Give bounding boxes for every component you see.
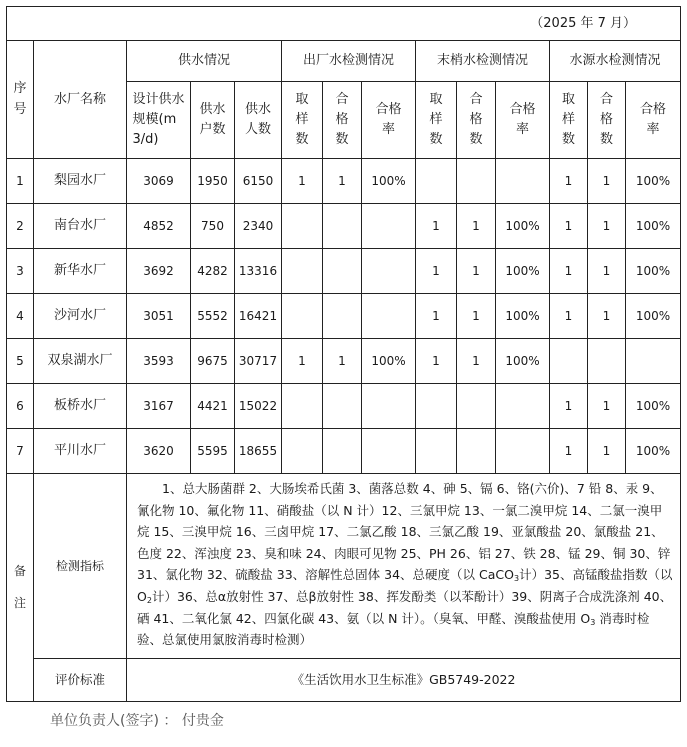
cell-population: 2340	[235, 204, 282, 249]
cell-households: 5552	[191, 294, 235, 339]
cell-end-samples: 1	[416, 294, 457, 339]
cell-plant-name: 沙河水厂	[34, 294, 127, 339]
cell-population: 13316	[235, 249, 282, 294]
cell-end-qualified	[457, 429, 496, 474]
cell-end-samples	[416, 384, 457, 429]
cell-source-samples: 1	[550, 249, 588, 294]
eval-standard: 《生活饮用水卫生标准》GB5749-2022	[127, 659, 681, 702]
cell-plant-samples	[282, 429, 323, 474]
cell-end-qualified: 1	[457, 294, 496, 339]
cell-plant-rate	[362, 384, 416, 429]
header-end-water-group: 末梢水检测情况	[416, 41, 550, 82]
cell-plant-qualified	[323, 249, 362, 294]
cell-source-rate: 100%	[626, 384, 681, 429]
cell-design-scale: 4852	[127, 204, 191, 249]
cell-source-qualified: 1	[588, 384, 626, 429]
indicator-subscript: 2	[146, 595, 152, 605]
table-row	[7, 384, 681, 429]
cell-end-rate: 100%	[496, 249, 550, 294]
cell-source-samples	[550, 339, 588, 384]
cell-end-samples: 1	[416, 249, 457, 294]
cell-seq: 6	[7, 384, 34, 429]
cell-source-qualified	[588, 339, 626, 384]
table-row	[7, 249, 681, 294]
signature-line: 单位负责人(签字) ： 付贵金	[50, 713, 224, 729]
cell-end-rate	[496, 429, 550, 474]
cell-end-qualified: 1	[457, 249, 496, 294]
table-row	[7, 294, 681, 339]
cell-plant-samples	[282, 294, 323, 339]
cell-seq: 3	[7, 249, 34, 294]
cell-source-samples: 1	[550, 429, 588, 474]
cell-design-scale: 3620	[127, 429, 191, 474]
cell-population: 16421	[235, 294, 282, 339]
indicator-text-part: 1、总大肠菌群 2、大肠埃希氏菌 3、菌落总数 4、砷 5、镉 6、铬(六价)、7 铅 8、汞 9、氰化物 10、氟化物 11、硝酸盐（以 N 计）12、三氯甲烷 13、一氯二溴甲烷 14、二氯一溴甲烷 15、三溴甲烷 16、三卤甲烷 17、二氯乙酸 18、三氯乙酸 19、亚氯酸盐 20、氯酸盐 21、色度 22、浑浊度 23、臭和味 24、肉眼可见物 25、PH 26、铝 27、铁 28、锰 29、铜 30、锌 31、氯化物 32、硫酸盐 33、溶解性总固体 34、总硬度（以 CaCO	[137, 481, 671, 582]
indicator-text-part: 计）36、总α放射性 37、总β放射性 38、挥发酚类（以苯酚计）39、阴离子合成洗涤剂 40、硒 41、二氧化氯 42、四氯化碳 43、氨（以 N 计）。（臭氧、甲醛、溴酸盐使用 O	[137, 588, 673, 626]
cell-design-scale: 3069	[127, 159, 191, 204]
cell-plant-rate	[362, 294, 416, 339]
indicator-subscript: 3	[513, 574, 520, 583]
header-source-samples: 取样数	[550, 82, 588, 159]
eval-label: 评价标准	[34, 659, 127, 702]
header-households: 供水户数	[191, 82, 235, 159]
indicator-text	[127, 474, 681, 659]
cell-households: 4282	[191, 249, 235, 294]
header-end-qualified: 合格数	[457, 82, 496, 159]
cell-end-rate	[496, 384, 550, 429]
cell-source-qualified: 1	[588, 294, 626, 339]
cell-households: 750	[191, 204, 235, 249]
cell-plant-rate: 100%	[362, 339, 416, 384]
cell-households: 5595	[191, 429, 235, 474]
remarks-label: 备注	[7, 474, 34, 702]
header-seq: 序号	[7, 41, 34, 159]
cell-source-rate: 100%	[626, 204, 681, 249]
cell-end-rate: 100%	[496, 204, 550, 249]
cell-plant-name: 新华水厂	[34, 249, 127, 294]
cell-plant-rate	[362, 204, 416, 249]
cell-plant-qualified: 1	[323, 339, 362, 384]
cell-plant-samples	[282, 249, 323, 294]
cell-end-qualified	[457, 384, 496, 429]
cell-source-qualified: 1	[588, 159, 626, 204]
cell-plant-samples	[282, 204, 323, 249]
cell-source-rate: 100%	[626, 159, 681, 204]
water-quality-table	[6, 6, 681, 702]
cell-plant-name: 双泉湖水厂	[34, 339, 127, 384]
cell-end-samples: 1	[416, 204, 457, 249]
cell-plant-name: 平川水厂	[34, 429, 127, 474]
cell-population: 15022	[235, 384, 282, 429]
cell-households: 4421	[191, 384, 235, 429]
cell-plant-qualified	[323, 204, 362, 249]
table-row	[7, 429, 681, 474]
report-container	[6, 6, 680, 702]
cell-households: 9675	[191, 339, 235, 384]
cell-seq: 1	[7, 159, 34, 204]
table-row	[7, 339, 681, 384]
cell-plant-name: 南台水厂	[34, 204, 127, 249]
table-row	[7, 204, 681, 249]
cell-end-qualified: 1	[457, 204, 496, 249]
cell-source-rate	[626, 339, 681, 384]
header-end-rate: 合格率	[496, 82, 550, 159]
report-date: （2025 年 7 月）	[7, 7, 681, 41]
cell-design-scale: 3051	[127, 294, 191, 339]
indicator-text-part: 消毒时检验、总氯使用氯胺消毒时检测）	[137, 610, 650, 648]
cell-plant-qualified: 1	[323, 159, 362, 204]
cell-seq: 5	[7, 339, 34, 384]
cell-source-rate: 100%	[626, 294, 681, 339]
cell-plant-name: 梨园水厂	[34, 159, 127, 204]
cell-end-rate: 100%	[496, 339, 550, 384]
table-row	[7, 159, 681, 204]
cell-plant-qualified	[323, 429, 362, 474]
cell-seq: 4	[7, 294, 34, 339]
cell-design-scale: 3593	[127, 339, 191, 384]
indicator-label: 检测指标	[34, 474, 127, 659]
cell-plant-samples: 1	[282, 159, 323, 204]
cell-population: 6150	[235, 159, 282, 204]
header-plant-qualified: 合格数	[323, 82, 362, 159]
cell-plant-samples	[282, 384, 323, 429]
header-source-qualified: 合格数	[588, 82, 626, 159]
cell-plant-rate: 100%	[362, 159, 416, 204]
cell-plant-qualified	[323, 384, 362, 429]
header-source-water-group: 水源水检测情况	[550, 41, 681, 82]
cell-seq: 2	[7, 204, 34, 249]
cell-plant-rate	[362, 249, 416, 294]
cell-end-samples: 1	[416, 339, 457, 384]
cell-end-rate	[496, 159, 550, 204]
header-plant-rate: 合格率	[362, 82, 416, 159]
cell-source-rate: 100%	[626, 249, 681, 294]
cell-end-qualified: 1	[457, 339, 496, 384]
cell-population: 30717	[235, 339, 282, 384]
header-end-samples: 取样数	[416, 82, 457, 159]
header-supply-group: 供水情况	[127, 41, 282, 82]
indicator-subscript: 3	[590, 617, 596, 627]
indicator-text-part: 计）35、高锰酸盐指数（以 O	[137, 567, 673, 604]
cell-source-rate: 100%	[626, 429, 681, 474]
header-population: 供水人数	[235, 82, 282, 159]
cell-source-samples: 1	[550, 294, 588, 339]
cell-plant-samples: 1	[282, 339, 323, 384]
cell-plant-rate	[362, 429, 416, 474]
cell-end-qualified	[457, 159, 496, 204]
cell-source-samples: 1	[550, 384, 588, 429]
header-plant-water-group: 出厂水检测情况	[282, 41, 416, 82]
cell-source-qualified: 1	[588, 204, 626, 249]
cell-end-samples	[416, 429, 457, 474]
cell-source-samples: 1	[550, 159, 588, 204]
header-source-rate: 合格率	[626, 82, 681, 159]
cell-end-samples	[416, 159, 457, 204]
header-plant-samples: 取样数	[282, 82, 323, 159]
header-plant-name: 水厂名称	[34, 41, 127, 159]
cell-design-scale: 3167	[127, 384, 191, 429]
cell-population: 18655	[235, 429, 282, 474]
header-design-scale: 设计供水规模(m3/d)	[127, 82, 191, 159]
cell-households: 1950	[191, 159, 235, 204]
cell-plant-name: 板桥水厂	[34, 384, 127, 429]
cell-source-qualified: 1	[588, 429, 626, 474]
cell-end-rate: 100%	[496, 294, 550, 339]
cell-design-scale: 3692	[127, 249, 191, 294]
cell-source-qualified: 1	[588, 249, 626, 294]
cell-source-samples: 1	[550, 204, 588, 249]
cell-plant-qualified	[323, 294, 362, 339]
cell-seq: 7	[7, 429, 34, 474]
